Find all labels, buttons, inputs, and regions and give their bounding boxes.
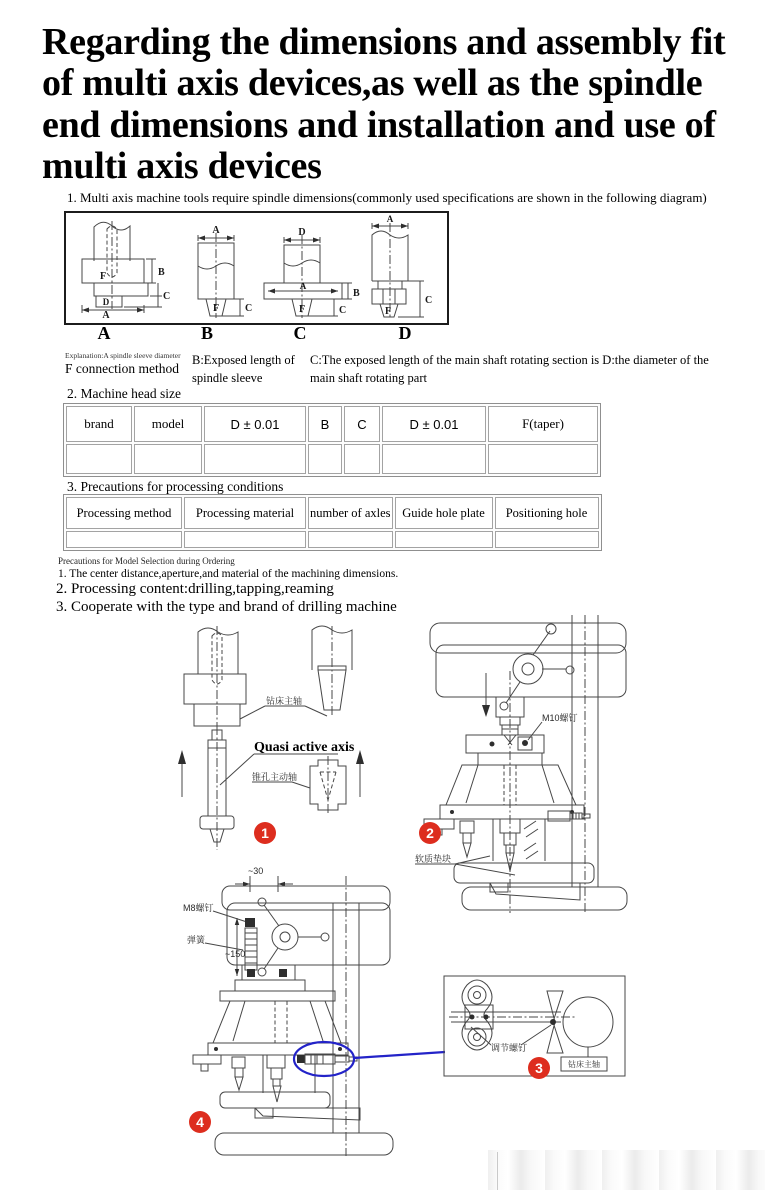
col-f-taper: F(taper) [488, 406, 598, 442]
fig1-left-spindle [184, 626, 246, 732]
ordering-notes-heading: Precautions for Model Selection during Ordering [58, 556, 235, 566]
col-d-tol-1: D ± 0.01 [204, 406, 306, 442]
variant-letter-c: C [293, 323, 307, 343]
fig2-soft-pad-label: 软质垫块 [415, 854, 452, 864]
fig2-head [430, 623, 626, 717]
ordering-note-item: 1. The center distance,aperture,and material of the machining dimensions. [58, 568, 399, 580]
ordering-note-item: 3. Cooperate with the type and brand of drilling machine [56, 599, 397, 615]
fig4-spring-label: 弹簧 [187, 935, 206, 945]
fig3-adjust-screw-label: 调节螺钉 [491, 1043, 528, 1053]
empty-cell [66, 531, 182, 548]
empty-cell [488, 444, 598, 474]
table-header-row [66, 406, 598, 442]
col-b: B [308, 406, 342, 442]
col-positioning-hole: Positioning hole [495, 497, 599, 529]
dim-label: B [353, 288, 360, 299]
fig1-quasi-axis-label: Quasi active axis [254, 740, 355, 755]
fig4-m8-screw-label: M8螺钉 [183, 903, 214, 913]
spindle-drawing-c [264, 227, 360, 318]
col-guide-hole-plate: Guide hole plate [395, 497, 493, 529]
figure4-drill-press [175, 858, 445, 1158]
dim-label: C [339, 305, 347, 316]
figure1-spindle-diagram [170, 622, 370, 857]
spindle-drawing-a [82, 221, 170, 319]
dim-label: D [102, 297, 110, 307]
col-processing-material: Processing material [184, 497, 306, 529]
dim-label: D [298, 227, 306, 238]
explanation-col1: F connection method [65, 361, 179, 376]
explanation-col3: C:The exposed length of the main shaft rotating section is D:the diameter of the main shaft rotating part [310, 353, 709, 386]
empty-cell [382, 444, 486, 474]
figure4-number-badge: 4 [189, 1111, 211, 1133]
fig2-mounting-plate [466, 735, 544, 753]
ordering-note-item: 2. Processing content:drilling,tapping,reaming [56, 581, 334, 597]
fig3-clamp [462, 980, 493, 1050]
col-processing-method: Processing method [66, 497, 182, 529]
fig4-table-base [215, 1092, 393, 1155]
dim-label: F [100, 271, 107, 282]
table-empty-row [66, 531, 599, 548]
explanation-col2: B:Exposed length of spindle sleeve [192, 353, 295, 386]
section2-heading: 2. Machine head size [67, 386, 181, 401]
empty-cell [395, 531, 493, 548]
section3-heading: 3. Precautions for processing conditions [67, 479, 284, 494]
fig4-spring [245, 928, 257, 970]
section1-heading: 1. Multi axis machine tools require spindle dimensions(commonly used specifications are shown in the following diagram) [67, 190, 707, 205]
dim-label: F [384, 306, 392, 317]
head-size-table [63, 403, 601, 477]
empty-cell [308, 444, 342, 474]
dim-label: A [386, 214, 394, 224]
fig4-multiaxis-head [208, 991, 348, 1055]
variant-letter-d: D [398, 323, 412, 343]
dim-label: F [298, 304, 306, 315]
fig2-table-base [454, 863, 627, 910]
dim-label: A [212, 225, 220, 236]
col-brand: brand [66, 406, 132, 442]
col-number-of-axles: number of axles [308, 497, 393, 529]
page-edge-line [497, 1152, 498, 1190]
fig1-quill-shaft [200, 726, 234, 850]
spindle-drawing-b [198, 225, 252, 318]
variant-letter-b: B [200, 323, 213, 343]
processing-conditions-table [63, 494, 602, 551]
explanation-note: Explanation:A spindle sleeve diameter [65, 351, 181, 360]
page-edge-artifact [488, 1150, 765, 1190]
fig3-spindle-circle [547, 991, 613, 1057]
dim-label: B [158, 267, 165, 278]
spindle-drawing-d [372, 214, 432, 319]
table-header-row [66, 497, 599, 529]
empty-cell [308, 531, 393, 548]
empty-cell [134, 444, 202, 474]
fig4-column [333, 876, 359, 1156]
fig4-left-arm [193, 1055, 221, 1071]
fig1-taper-shaft-label: 锥孔主动轴 [252, 772, 298, 782]
dim-label: C [163, 291, 171, 302]
fig3-drill-spindle-label: 钻床主轴 [568, 1060, 600, 1069]
figure2-number-badge: 2 [419, 822, 441, 844]
dim-label: C [425, 295, 433, 306]
empty-cell [495, 531, 599, 548]
fig4-dim-30: ~30 [248, 866, 264, 876]
empty-cell [344, 444, 380, 474]
fig1-right-spindle [312, 626, 352, 717]
spindle-diagram-svg [66, 213, 443, 319]
empty-cell [66, 444, 132, 474]
page-title: Regarding the dimensions and assembly fit of multi axis devices,as well as the spindle end dimensions and installation and use of multi axis devices [42, 21, 726, 188]
blue-connector-line [354, 1052, 445, 1058]
col-d-tol-2: D ± 0.01 [382, 406, 486, 442]
figure1-number-badge: 1 [254, 822, 276, 844]
dim-label: C [245, 303, 253, 314]
dim-label: A [102, 310, 110, 319]
spindle-dimension-diagram [64, 211, 449, 325]
empty-cell [204, 444, 306, 474]
dim-label: F [212, 303, 220, 314]
fig2-multiaxis-head [440, 753, 584, 819]
col-model: model [134, 406, 202, 442]
fig4-m8-screw [245, 918, 255, 927]
fig1-taper-socket [310, 756, 346, 814]
fig1-drill-spindle-label: 钻床主轴 [266, 696, 303, 706]
dim-label: A [299, 281, 307, 291]
figure3-number-badge: 3 [528, 1057, 550, 1079]
table-empty-row [66, 444, 598, 474]
fig4-dim-150: ~150 [225, 949, 246, 959]
empty-cell [184, 531, 306, 548]
fig2-m10-screw-label: M10螺钉 [542, 713, 578, 723]
col-c: C [344, 406, 380, 442]
variant-letter-a: A [97, 323, 111, 343]
